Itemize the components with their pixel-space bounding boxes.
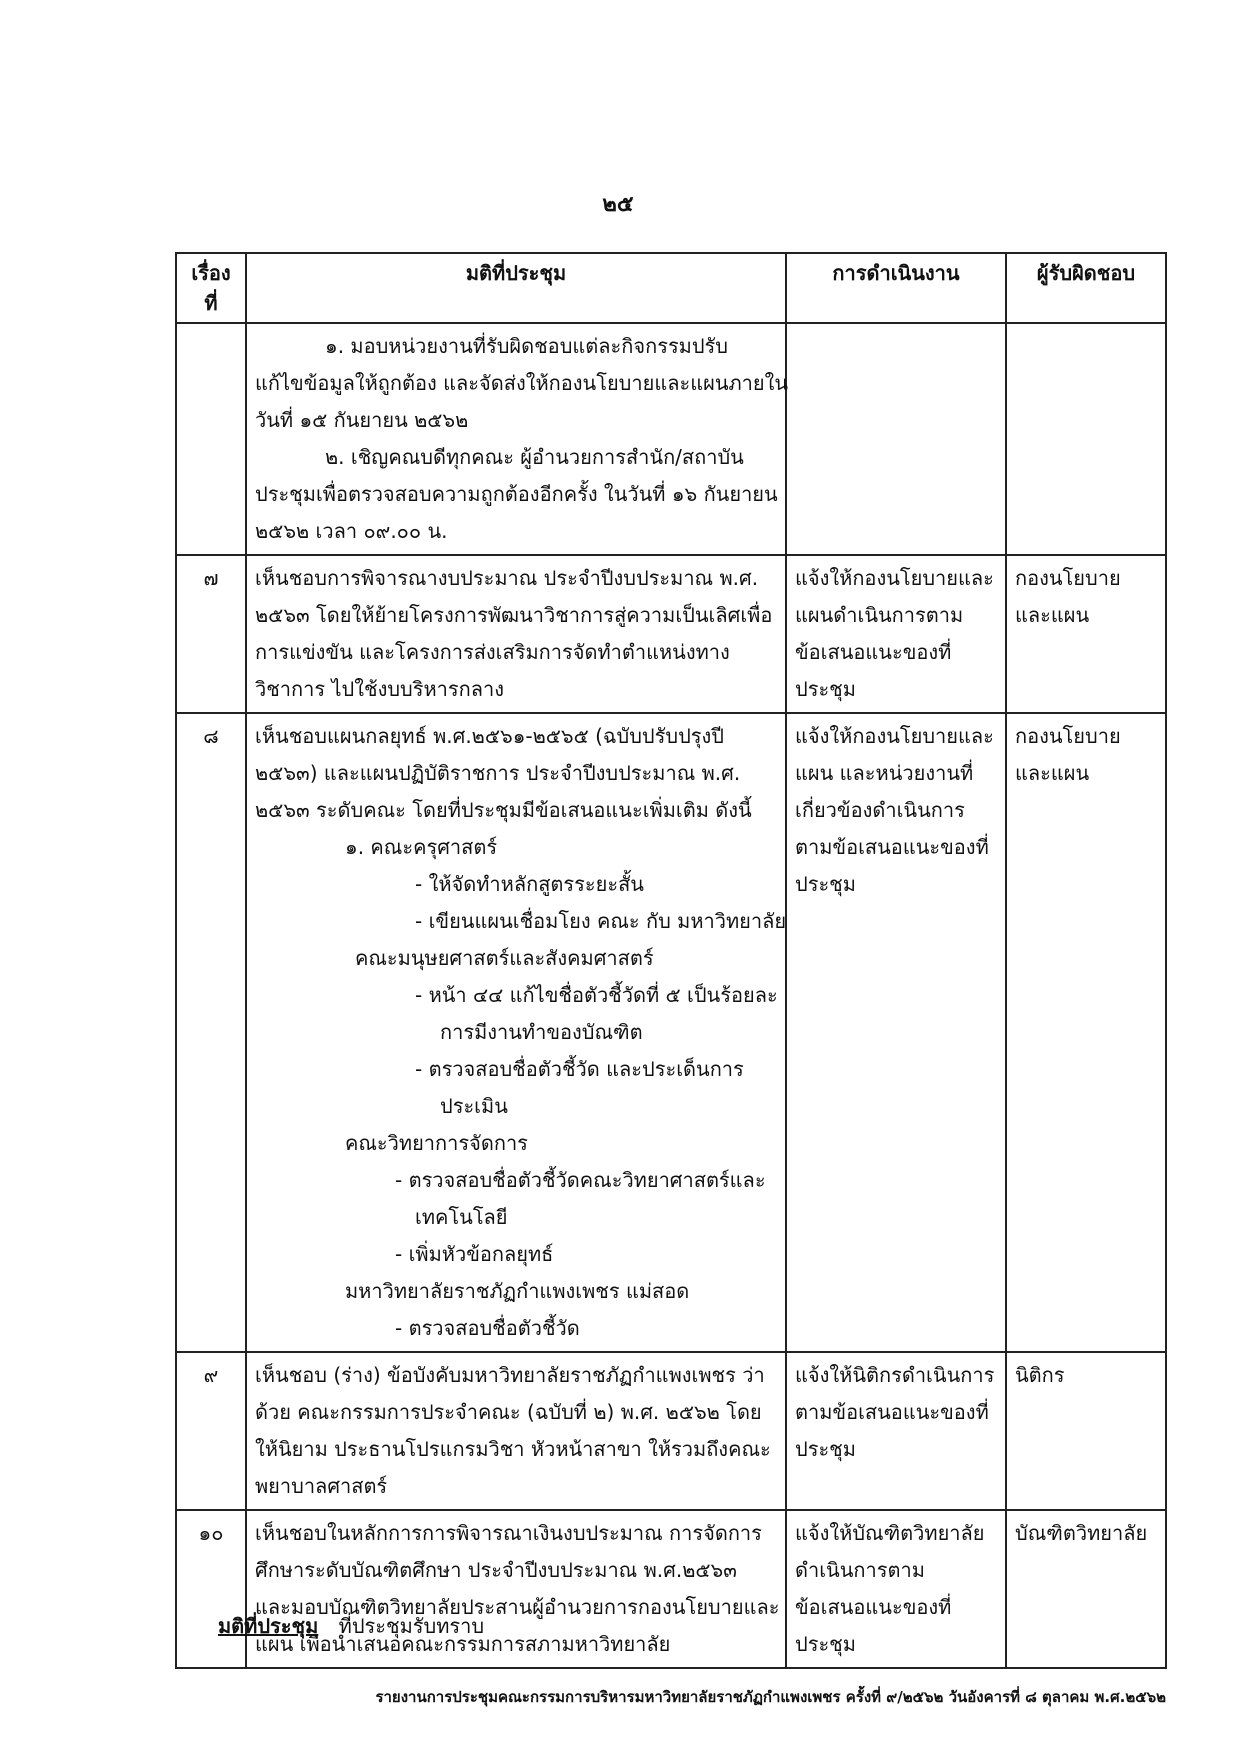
page-footer: รายงานการประชุมคณะกรรมการบริหารมหาวิทยาลัยราชภัฏกำแพงเพชร ครั้งที่ ๙/๒๕๖๒ วันอังคารที่ ๘ ตุลาคม พ.ศ.๒๕๖๒ (375, 1688, 1166, 1706)
resolution-line: ๒๕๖๓ ระดับคณะ โดยที่ประชุมมีข้อเสนอแนะเพิ่มเติม ดังนี้ (255, 798, 752, 822)
responsible-line: บัณฑิตวิทยาลัย (1015, 1521, 1148, 1545)
resolution-line: แก้ไขข้อมูลให้ถูกต้อง และจัดส่งให้กองนโยบายและแผนภายใน (255, 371, 789, 395)
item-number-cell: ๗ (176, 555, 246, 713)
action-line: ประชุม (795, 1632, 856, 1656)
table-row (176, 1352, 1166, 1510)
responsible-line: นิติกร (1015, 1363, 1065, 1387)
meeting-resolution (218, 1610, 484, 1642)
responsible-line: กองนโยบาย (1015, 566, 1121, 590)
responsible-line: กองนโยบาย (1015, 724, 1121, 748)
resolution-line: ด้วย คณะกรรมการประจำคณะ (ฉบับที่ ๒) พ.ศ. ๒๕๖๒ โดย (255, 1400, 762, 1424)
table-row (176, 323, 1166, 555)
resolution-line: ให้นิยาม ประธานโปรแกรมวิชา หัวหน้าสาขา ให้รวมถึงคณะ (255, 1437, 771, 1461)
action-line: แจ้งให้นิติกรดำเนินการ (795, 1363, 995, 1387)
resolution-line: - หน้า ๔๔ แก้ไขชื่อตัวชี้วัดที่ ๕ เป็นร้อยละ (415, 983, 778, 1007)
action-line: แจ้งให้กองนโยบายและ (795, 566, 994, 590)
item-number-cell: ๘ (176, 713, 246, 1352)
resolution-line: วันที่ ๑๕ กันยายน ๒๕๖๒ (255, 408, 469, 432)
table-row (176, 1510, 1166, 1668)
resolution-cell (246, 1510, 786, 1668)
resolution-line: เห็นชอบในหลักการการพิจารณาเงินงบประมาณ การจัดการ (255, 1521, 762, 1545)
resolution-line: ประเมิน (440, 1094, 508, 1118)
responsible-cell (1006, 323, 1166, 555)
action-cell (786, 323, 1006, 555)
item-number-cell (176, 323, 246, 555)
resolution-line: ๑. มอบหน่วยงานที่รับผิดชอบแต่ละกิจกรรมปรับ (325, 334, 728, 358)
responsible-cell (1006, 555, 1166, 713)
action-line: ดำเนินการตาม (795, 1558, 925, 1582)
resolution-line: เห็นชอบการพิจารณางบประมาณ ประจำปีงบประมาณ พ.ศ. (255, 566, 759, 590)
action-cell (786, 1352, 1006, 1510)
resolution-line: เห็นชอบ (ร่าง) ข้อบังคับมหาวิทยาลัยราชภัฏกำแพงเพชร ว่า (255, 1363, 765, 1387)
minutes-table (175, 252, 1167, 1669)
action-line: ข้อเสนอแนะของที่ (795, 640, 952, 664)
resolution-line: ๒๕๖๓) และแผนปฏิบัติราชการ ประจำปีงบประมาณ พ.ศ. (255, 761, 741, 785)
resolution-line: เห็นชอบแผนกลยุทธ์ พ.ศ.๒๕๖๑-๒๕๖๕ (ฉบับปรับปรุงปี (255, 724, 724, 748)
resolution-line: วิชาการ ไปใช้งบบริหารกลาง (255, 677, 504, 701)
resolution-line: ๒๕๖๓ โดยให้ย้ายโครงการพัฒนาวิชาการสู่ความเป็นเลิศเพื่อ (255, 603, 773, 627)
table-row (176, 555, 1166, 713)
action-line: ประชุม (795, 872, 856, 896)
resolution-line: มหาวิทยาลัยราชภัฏกำแพงเพชร แม่สอด (345, 1279, 690, 1303)
resolution-line: การแข่งขัน และโครงการส่งเสริมการจัดทำตำแหน่งทาง (255, 640, 730, 664)
action-line: ประชุม (795, 1437, 856, 1461)
resolution-line: และมอบบัณฑิตวิทยาลัยประสานผู้อำนวยการกองนโยบายและ (255, 1595, 780, 1619)
resolution-line: คณะวิทยาการจัดการ (345, 1131, 528, 1155)
action-line: เกี่ยวข้องดำเนินการ (795, 798, 965, 822)
action-line: ข้อเสนอแนะของที่ (795, 1595, 952, 1619)
action-line: แจ้งให้กองนโยบายและ (795, 724, 994, 748)
action-cell (786, 713, 1006, 1352)
responsible-line: และแผน (1015, 603, 1090, 627)
resolution-cell (246, 1352, 786, 1510)
page-number: ๒๕ (602, 192, 634, 217)
table-row (176, 713, 1166, 1352)
item-number-cell: ๑๐ (176, 1510, 246, 1668)
responsible-cell (1006, 1352, 1166, 1510)
resolution-line: แผน เพื่อนำเสนอคณะกรรมการสภามหาวิทยาลัย (255, 1632, 671, 1656)
resolution-line: พยาบาลศาสตร์ (255, 1474, 388, 1498)
resolution-line: เทคโนโลยี (415, 1205, 508, 1229)
resolution-line: - ตรวจสอบชื่อตัวชี้วัด (395, 1316, 580, 1340)
resolution-cell (246, 713, 786, 1352)
resolution-cell (246, 323, 789, 555)
resolution-line: - เขียนแผนเชื่อมโยง คณะ กับ มหาวิทยาลัย (415, 909, 787, 933)
header-item-no: เรื่องที่ (176, 253, 246, 323)
action-cell (786, 555, 1006, 713)
resolution-label: มติที่ประชุม (218, 1614, 319, 1638)
action-line: ตามข้อเสนอแนะของที่ (795, 835, 989, 859)
resolution-line: ประชุมเพื่อตรวจสอบความถูกต้องอีกครั้ง ในวันที่ ๑๖ กันยายน (255, 482, 778, 506)
resolution-line: ศึกษาระดับบัณฑิตศึกษา ประจำปีงบประมาณ พ.ศ.๒๕๖๓ (255, 1558, 737, 1582)
header-responsible: ผู้รับผิดชอบ (1006, 253, 1166, 323)
resolution-line: ๒. เชิญคณบดีทุกคณะ ผู้อำนวยการสำนัก/สถาบัน (325, 445, 744, 469)
resolution-text: ที่ประชุมรับทราบ (338, 1614, 485, 1638)
header-resolution: มติที่ประชุม (246, 253, 786, 323)
resolution-line: - ตรวจสอบชื่อตัวชี้วัดคณะวิทยาศาสตร์และ (395, 1168, 766, 1192)
action-line: ประชุม (795, 677, 856, 701)
resolution-line: - ให้จัดทำหลักสูตรระยะสั้น (415, 872, 644, 896)
action-line: แจ้งให้บัณฑิตวิทยาลัย (795, 1521, 985, 1545)
resolution-cell (246, 555, 786, 713)
resolution-line: การมีงานทำของบัณฑิต (440, 1020, 643, 1044)
resolution-line: - เพิ่มหัวข้อกลยุทธ์ (395, 1242, 554, 1266)
action-line: แผน และหน่วยงานที่ (795, 761, 974, 785)
action-line: ตามข้อเสนอแนะของที่ (795, 1400, 989, 1424)
action-line: แผนดำเนินการตาม (795, 603, 964, 627)
table-header-row (176, 253, 1166, 323)
responsible-cell (1006, 713, 1166, 1352)
resolution-line: ๒๕๖๒ เวลา ๐๙.๐๐ น. (255, 519, 448, 543)
resolution-line: ๑. คณะครุศาสตร์ (345, 835, 498, 859)
resolution-line: คณะมนุษยศาสตร์และสังคมศาสตร์ (355, 946, 654, 970)
responsible-line: และแผน (1015, 761, 1090, 785)
action-cell (786, 1510, 1006, 1668)
responsible-cell (1006, 1510, 1166, 1668)
header-action: การดำเนินงาน (786, 253, 1006, 323)
resolution-line: - ตรวจสอบชื่อตัวชี้วัด และประเด็นการ (415, 1057, 744, 1081)
item-number-cell: ๙ (176, 1352, 246, 1510)
